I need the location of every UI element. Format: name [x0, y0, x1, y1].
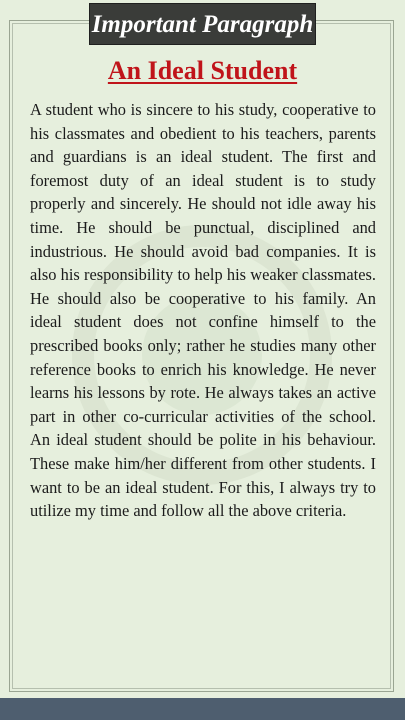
- paragraph-body: A student who is sincere to his study, cooperative to his classmates and obedient to his teachers, parents and guardians is an ideal student. The first and foremost duty of an ideal student is to study properly and sincerely. He should not idle away his time. He should be punctual, disciplined and industrious. He should avoid bad companies. It is also his responsibility to help his weaker classmates. He should also be cooperative to his family. An ideal student does not confine himself to the prescribed books only; rather he studies many other reference books to enrich his knowledge. He never learns his lessons by rote. He always takes an active part in other co-curricular activities of the school. An ideal student should be polite in his behaviour. These make him/her different from other students. I want to be an ideal student. For this, I always try to utilize my time and follow all the above criteria.: [30, 100, 376, 521]
- section-badge: Important Paragraph: [89, 3, 316, 45]
- bottom-bar: [0, 698, 405, 720]
- paragraph-title: An Ideal Student: [107, 56, 298, 85]
